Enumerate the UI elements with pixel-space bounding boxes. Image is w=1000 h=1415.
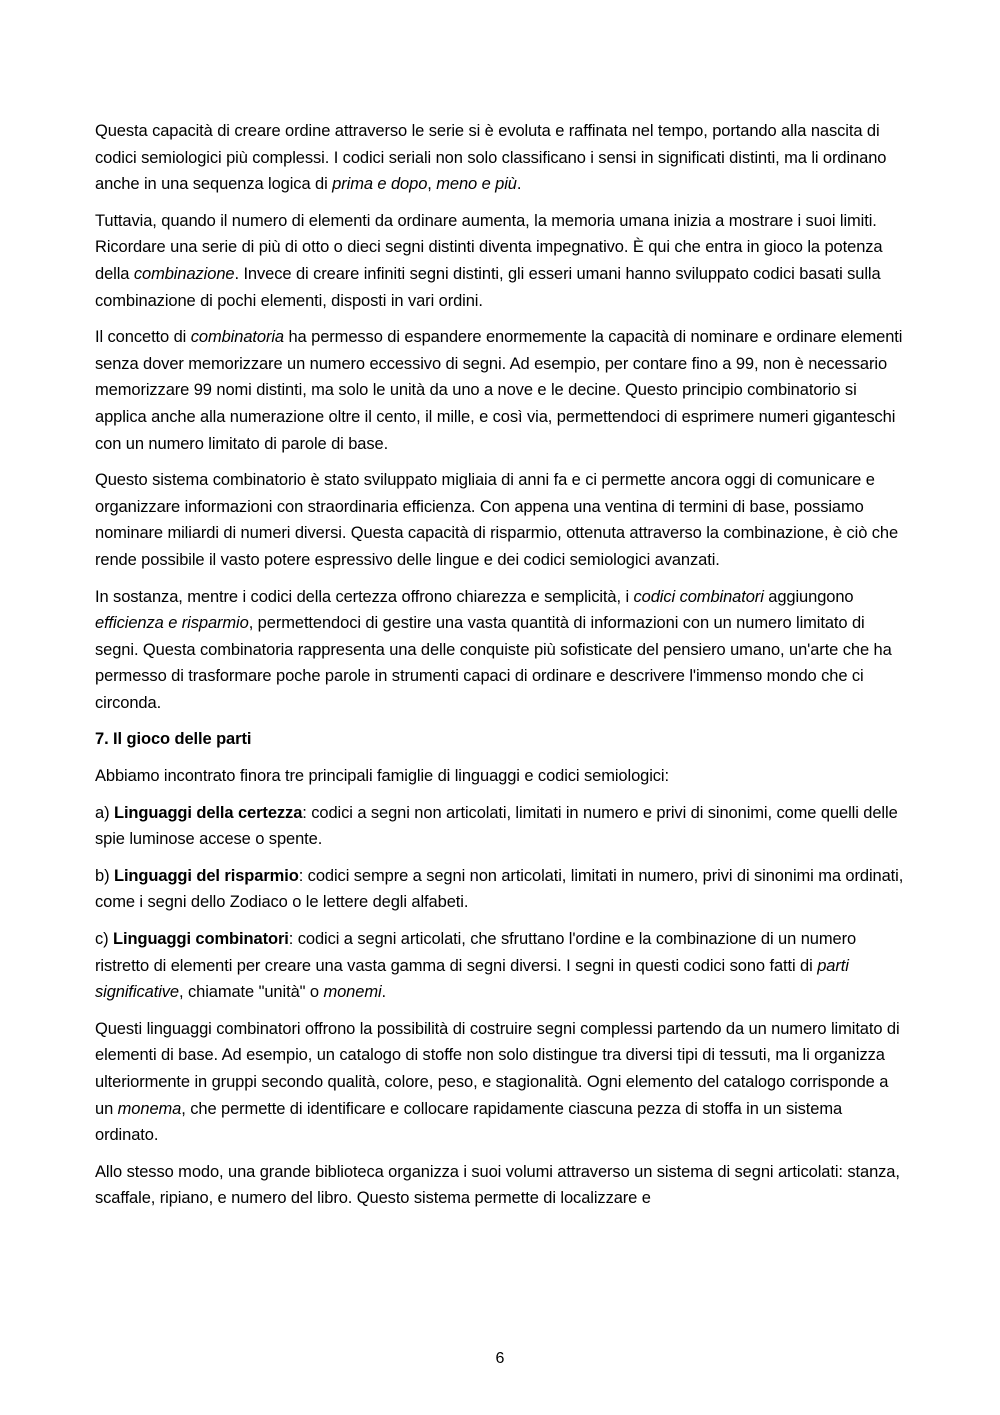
text-segment: : codici a segni articolati, che sfruttano l'ordine e la combinazione di un numero ristretto di elementi per creare una vasta gamma di segni diversi. I segni in questi codici sono fatti di (95, 930, 857, 975)
text-segment: Questa capacità di creare ordine attraverso le serie si è evoluta e raffinata nel tempo, portando alla nascita di codici semiologici più complessi. I codici seriali non solo classificano i sensi in significati distinti, ma li ordinano anche in una sequenza logica di (95, 122, 887, 194)
text-segment: . Invece di creare infiniti segni distinti, gli esseri umani hanno sviluppato codici basati sulla combinazione di pochi elementi, disposti in vari ordini. (95, 264, 881, 310)
italic-text: meno e più (436, 175, 517, 194)
text-segment: Il concetto di (95, 328, 191, 347)
text-segment: , (427, 175, 437, 194)
text-segment: Abbiamo incontrato finora tre principali famiglie di linguaggi e codici semiologici: (95, 767, 669, 786)
paragraph (95, 863, 907, 916)
paragraph (95, 467, 907, 573)
italic-text: monema (117, 1099, 182, 1118)
paragraph (95, 763, 907, 790)
italic-text: parti significative (95, 956, 849, 1002)
section-heading (95, 726, 907, 753)
italic-text: codici combinatori (633, 587, 764, 606)
text-segment: b) (95, 866, 114, 885)
paragraph (95, 208, 907, 314)
text-segment: : codici sempre a segni non articolati, limitati in numero, privi di sinonimi ma ordinati, come i segni dello Zodiaco o le lettere degli alfabeti. (95, 866, 904, 912)
text-segment: Allo stesso modo, una grande biblioteca organizza i suoi volumi attraverso un sistema di segni articolati: stanza, scaffale, ripiano, e numero del libro. Questo sistema permette di localizzare e (95, 1162, 900, 1208)
text-segment: c) (95, 930, 114, 949)
text-segment: . (381, 983, 387, 1002)
text-segment: aggiungono (763, 587, 854, 606)
page-number: 6 (495, 1350, 505, 1367)
paragraph (95, 1016, 907, 1149)
page-body (95, 118, 907, 1222)
bold-text: 7. Il gioco delle parti (95, 730, 252, 749)
text-segment: a) (95, 803, 114, 822)
text-segment: : codici a segni non articolati, limitati in numero e privi di sinonimi, come quelli delle spie luminose accese o spente. (95, 803, 898, 849)
text-segment: Questo sistema combinatorio è stato sviluppato migliaia di anni fa e ci permette ancora oggi di comunicare e organizzare informazioni con straordinaria efficienza. Con appena una ventina di termini di base, possiamo nominare miliardi di numeri diversi. Questa capacità di risparmio, ottenuta attraverso la combinazione, è ciò che rende possibile il vasto potere espressivo delle lingue e dei codici semiologici avanzati. (95, 471, 899, 569)
text-segment: , che permette di identificare e collocare rapidamente ciascuna pezza di stoffa in un sistema ordinato. (95, 1099, 843, 1145)
paragraph (95, 118, 907, 198)
paragraph (95, 584, 907, 717)
paragraph (95, 926, 907, 1006)
italic-text: prima e dopo (332, 175, 428, 194)
text-segment: Questi linguaggi combinatori offrono la possibilità di costruire segni complessi partendo da un numero limitato di elementi di base. Ad esempio, un catalogo di stoffe non solo distingue tra diversi tipi di tessuti, ma li organizza ulteriormente in gruppi secondo qualità, colore, peso, e stagionalità. Ogni elemento del catalogo corrisponde a un (95, 1019, 900, 1118)
paragraph (95, 324, 907, 457)
bold-text: Linguaggi combinatori (113, 930, 289, 949)
paragraph (95, 800, 907, 853)
italic-text: monemi (323, 983, 382, 1002)
text-segment: ha permesso di espandere enormemente la capacità di nominare e ordinare elementi senza dover memorizzare un numero eccessivo di segni. Ad esempio, per contare fino a 99, non è necessario memorizzare 99 nomi distinti, ma solo le unità da uno a nove e le decine. Questo principio combinatorio si applica anche alla numerazione oltre il cento, il mille, e così via, permettendoci di esprimere numeri giganteschi con un numero limitato di parole di base. (95, 328, 903, 453)
italic-text: combinazione (133, 264, 235, 283)
italic-text: combinatoria (190, 328, 284, 347)
text-segment: , permettendoci di gestire una vasta quantità di informazioni con un numero limitato di segni. Questa combinatoria rappresenta una delle conquiste più sofisticate del pensiero umano, un'arte che ha permesso di trasformare poche parole in strumenti capaci di ordinare e descrivere l'immenso mondo che ci circonda. (95, 614, 892, 712)
italic-text: efficienza e risparmio (95, 614, 249, 633)
bold-text: Linguaggi del risparmio (113, 866, 299, 885)
paragraph (95, 1159, 907, 1212)
bold-text: Linguaggi della certezza (113, 803, 303, 822)
text-segment: In sostanza, mentre i codici della certezza offrono chiarezza e semplicità, i (95, 587, 634, 606)
text-segment: Tuttavia, quando il numero di elementi da ordinare aumenta, la memoria umana inizia a mostrare i suoi limiti. Ricordare una serie di più di otto o dieci segni distinti diventa impegnativo. È qui che entra in gioco la potenza della (95, 211, 883, 283)
text-segment: , chiamate "unità" o (179, 983, 324, 1002)
text-segment: . (516, 175, 522, 194)
